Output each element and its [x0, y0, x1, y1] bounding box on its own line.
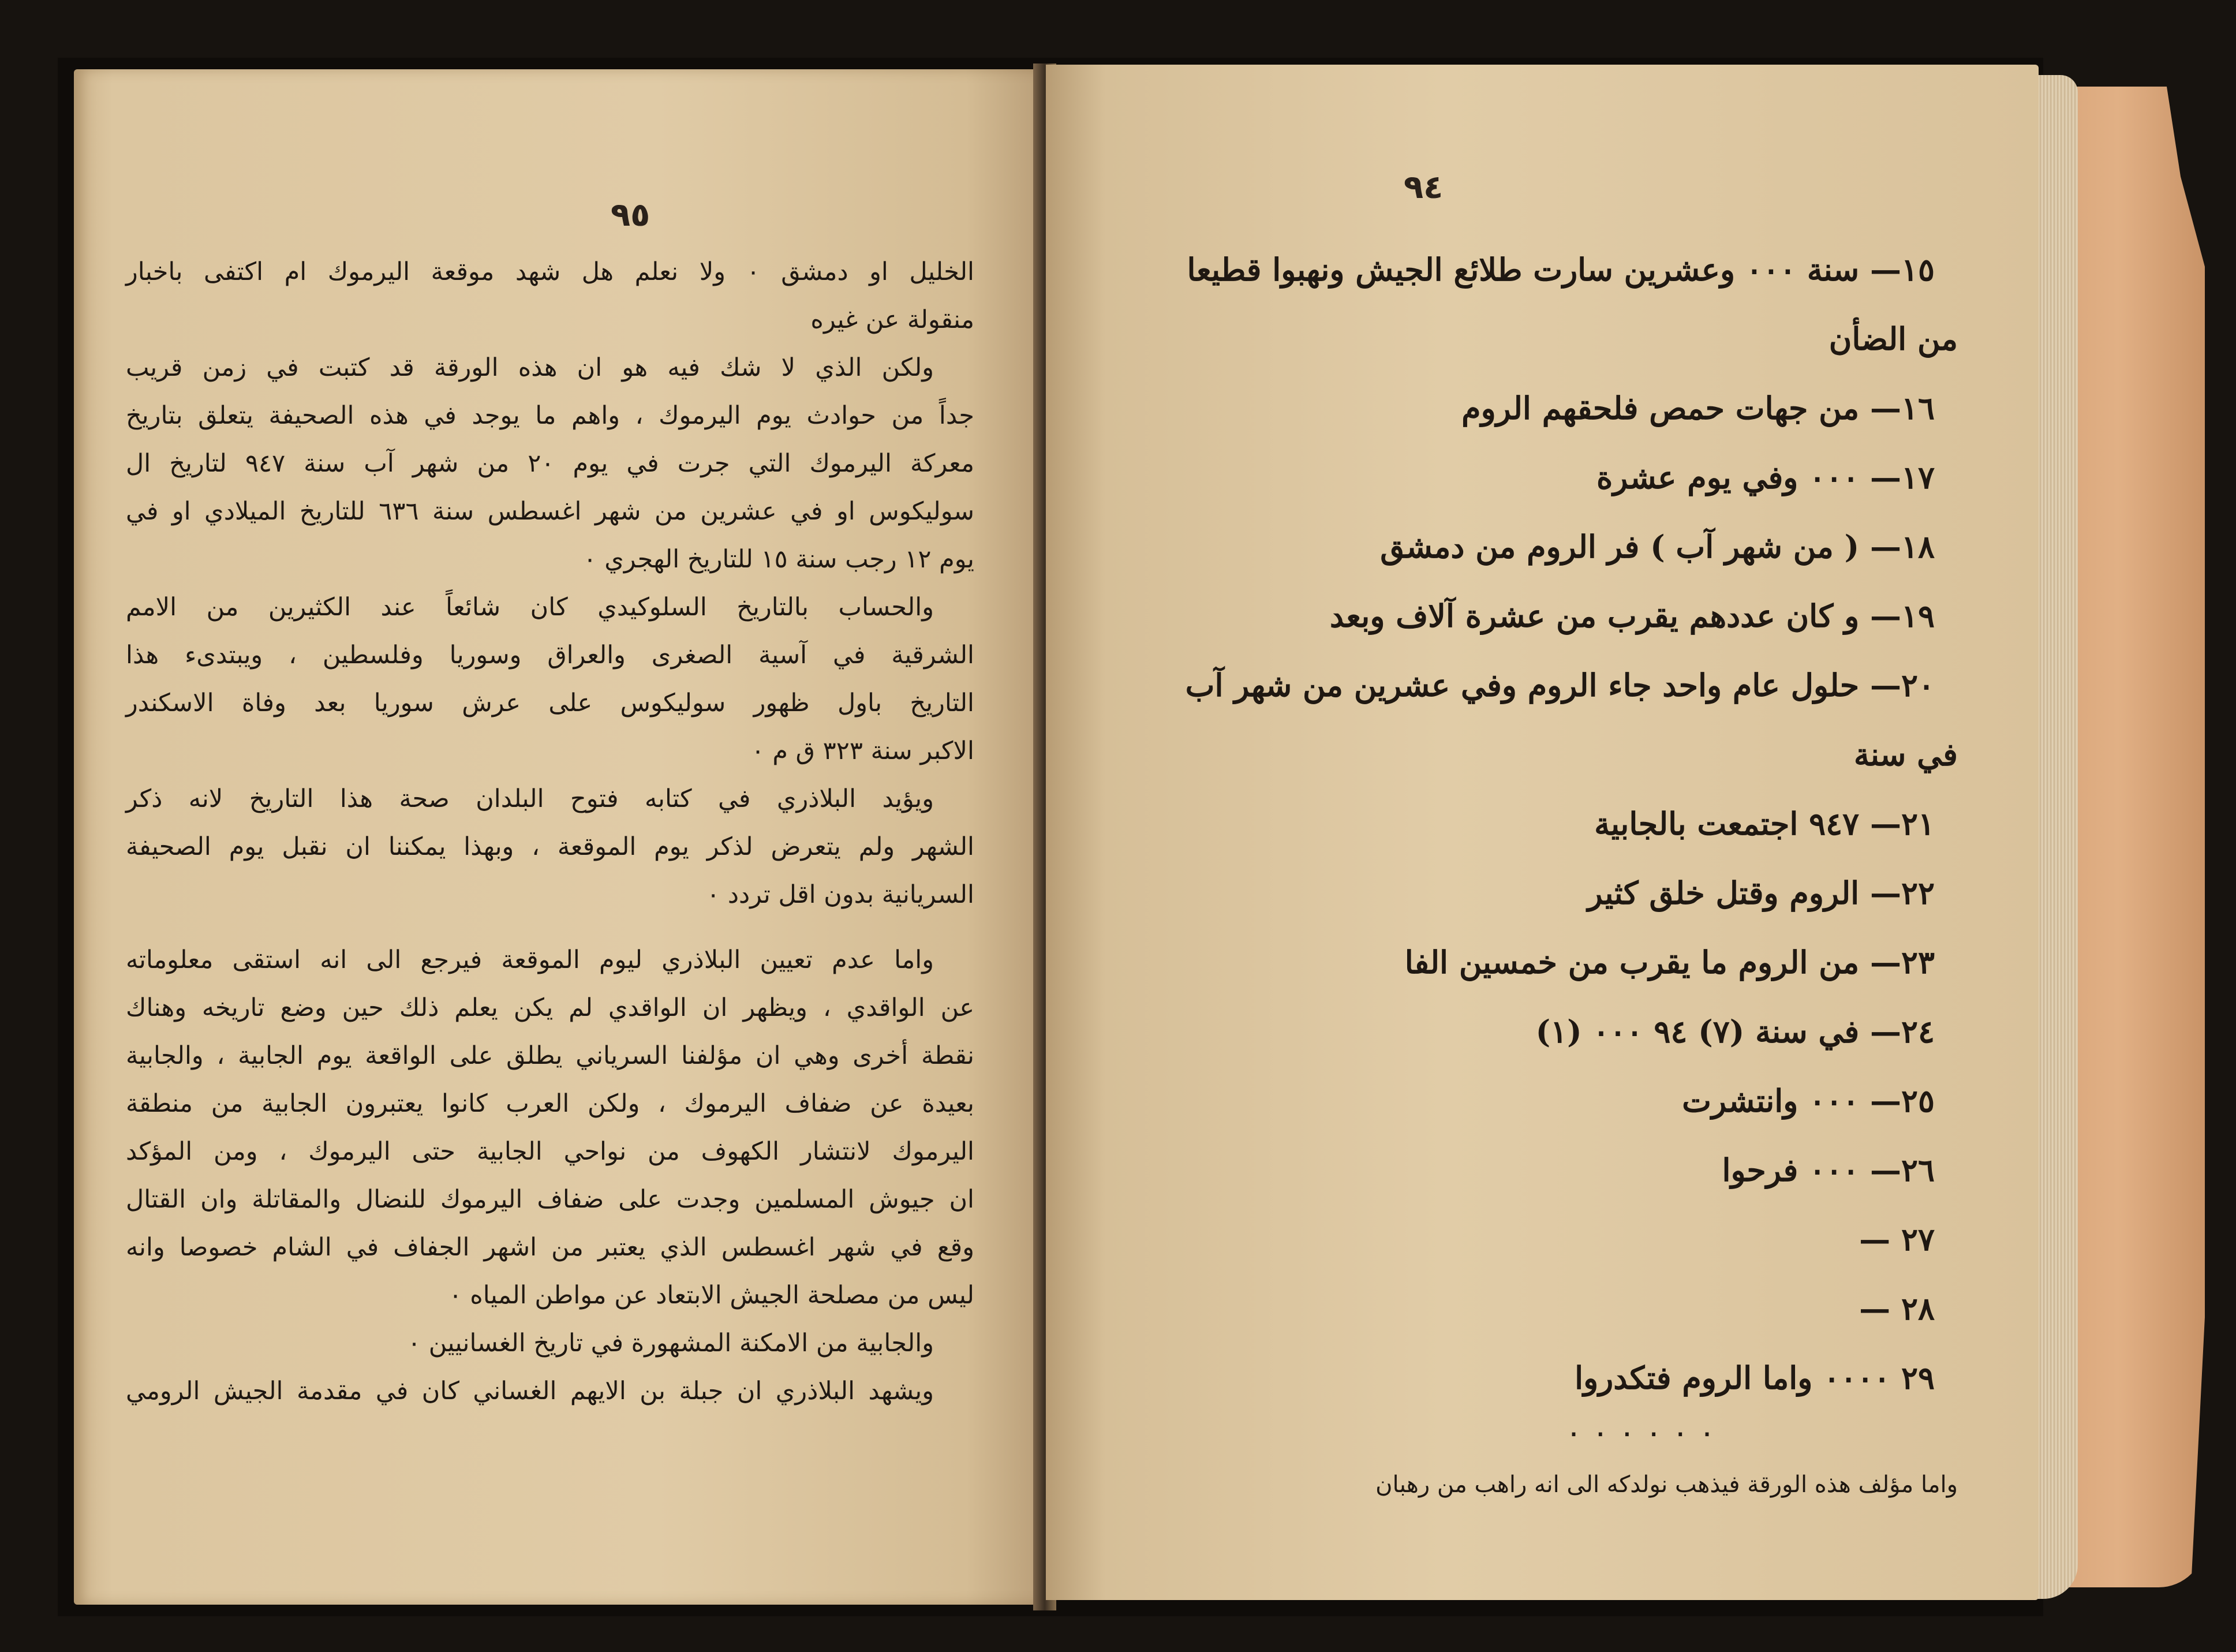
page-number: ٩٥: [611, 196, 650, 234]
text-line: سوليكوس او في عشرين من شهر اغسطس سنة ٦٣٦ للتاريخ الميلادي او في: [126, 497, 974, 526]
text-line: ان جيوش المسلمين وجدت على ضفاف اليرموك للنضال والمقاتلة وان القتال: [126, 1185, 974, 1214]
text-line: التاريخ باول ظهور سوليكوس على عرش سوريا بعد وفاة الاسكندر: [126, 689, 974, 717]
numbered-line: ١٩— و كان عددهم يقرب من عشرة آلاف وبعد: [1329, 597, 1935, 634]
numbered-line: ١٨— ( من شهر آب ) فر الروم من دمشق: [1380, 528, 1935, 565]
numbered-line: ٢٩ ٠٠٠٠ واما الروم فتكدروا: [1575, 1359, 1935, 1396]
text-line: ولكن الذي لا شك فيه هو ان هذه الورقة قد كتبت في زمن قريب: [126, 353, 934, 382]
numbered-line: ١٧— ٠٠٠ وفي يوم عشرة: [1596, 459, 1935, 496]
numbered-line: ٢٠— حلول عام واحد جاء الروم وفي عشرين من شهر آب: [1185, 667, 1935, 704]
text-line: والحساب بالتاريخ السلوكيدي كان شائعاً عند الكثيرين من الامم: [126, 593, 934, 622]
text-line: نقطة أخرى وهي ان مؤلفنا السرياني يطلق على الواقعة يوم الجابية ، والجابية: [126, 1041, 974, 1070]
numbered-line: في سنة: [1853, 736, 1958, 773]
footer-text: واما مؤلف هذه الورقة فيذهب نولدكه الى انه راهب من رهبان: [1375, 1471, 1958, 1498]
numbered-line: ٢٤— في سنة (٧) ٩٤ ٠٠٠ (١): [1535, 1013, 1935, 1050]
text-line: ويشهد البلاذري ان جبلة بن الايهم الغساني كان في مقدمة الجيش الرومي: [126, 1377, 934, 1406]
text-line: معركة اليرموك التي جرت في يوم ٢٠ من شهر آب سنة ٩٤٧ لتاريخ ال: [126, 449, 974, 478]
text-line: ليس من مصلحة الجيش الابتعاد عن مواطن المياه ٠: [448, 1281, 974, 1310]
numbered-line: ٢٦— ٠٠٠ فرحوا: [1722, 1152, 1935, 1188]
text-line: جداً من حوادث يوم اليرموك ، واهم ما يوجد في هذه الصحيفة يتعلق بتاريخ: [126, 401, 974, 430]
numbered-line: ١٦— من جهات حمص فلحقهم الروم: [1461, 390, 1935, 427]
left-page-text: [126, 248, 974, 1415]
text-line: والجابية من الامكنة المشهورة في تاريخ الغسانيين ٠: [407, 1329, 934, 1358]
text-line: الخليل او دمشق ٠ ولا نعلم هل شهد موقعة اليرموك ام اكتفى باخبار: [126, 257, 974, 286]
text-line: السريانية بدون اقل تردد ٠: [706, 880, 974, 909]
text-line: عن الواقدي ، ويظهر ان الواقدي لم يكن يعلم ذلك حين وضع تاريخه وهناك: [126, 993, 974, 1022]
text-line: يوم ١٢ رجب سنة ١٥ للتاريخ الهجري ٠: [583, 545, 974, 574]
numbered-line: ٢٥— ٠٠٠ وانتشرت: [1682, 1082, 1935, 1119]
text-line: الشرقية في آسية الصغرى والعراق وسوريا وفلسطين ، ويبتدىء هذا: [126, 641, 974, 670]
numbered-line: ٢٧ —: [1859, 1221, 1935, 1258]
text-line: واما عدم تعيين البلاذري ليوم الموقعة فيرجع الى انه استقى معلوماته: [126, 945, 934, 974]
text-line: وقع في شهر اغسطس الذي يعتبر من اشهر الجفاف في الشام خصوصا وانه: [126, 1233, 974, 1262]
text-line: ويؤيد البلاذري في كتابه فتوح البلدان صحة هذا التاريخ لانه ذكر: [126, 784, 934, 813]
text-line: بعيدة عن ضفاف اليرموك ، ولكن العرب كانوا يعتبرون الجابية من منطقة: [126, 1089, 974, 1118]
numbered-line: ٢٣— من الروم ما يقرب من خمسين الفا: [1404, 944, 1935, 981]
text-line: منقولة عن غيره: [810, 305, 974, 334]
numbered-line: ٢١— ٩٤٧ اجتمعت بالجابية: [1594, 805, 1935, 842]
ellipsis-dots: ٠ ٠ ٠ ٠ ٠ ٠: [1565, 1414, 1715, 1451]
numbered-line: ١٥— سنة ٠٠٠ وعشرين سارت طلائع الجيش ونهبوا قطيعا: [1187, 251, 1935, 288]
left-page: [74, 69, 1044, 1605]
paragraph-gap: [126, 919, 974, 936]
right-page: [1046, 65, 2039, 1600]
text-line: الاكبر سنة ٣٢٣ ق م ٠: [751, 737, 974, 765]
text-line: اليرموك لانتشار الكهوف من نواحي الجابية حتى اليرموك ، ومن المؤكد: [126, 1137, 974, 1166]
page-number: ٩٤: [1404, 169, 1444, 206]
numbered-line: ٢٢— الروم وقتل خلق كثير: [1587, 874, 1935, 911]
text-line: الشهر ولم يتعرض لذكر يوم الموقعة ، وبهذا يمكننا ان نقبل يوم الصحيفة: [126, 832, 974, 861]
numbered-line: من الضأن: [1829, 320, 1958, 357]
right-page-text: [1057, 235, 1958, 1505]
numbered-line: ٢٨ —: [1859, 1290, 1935, 1327]
